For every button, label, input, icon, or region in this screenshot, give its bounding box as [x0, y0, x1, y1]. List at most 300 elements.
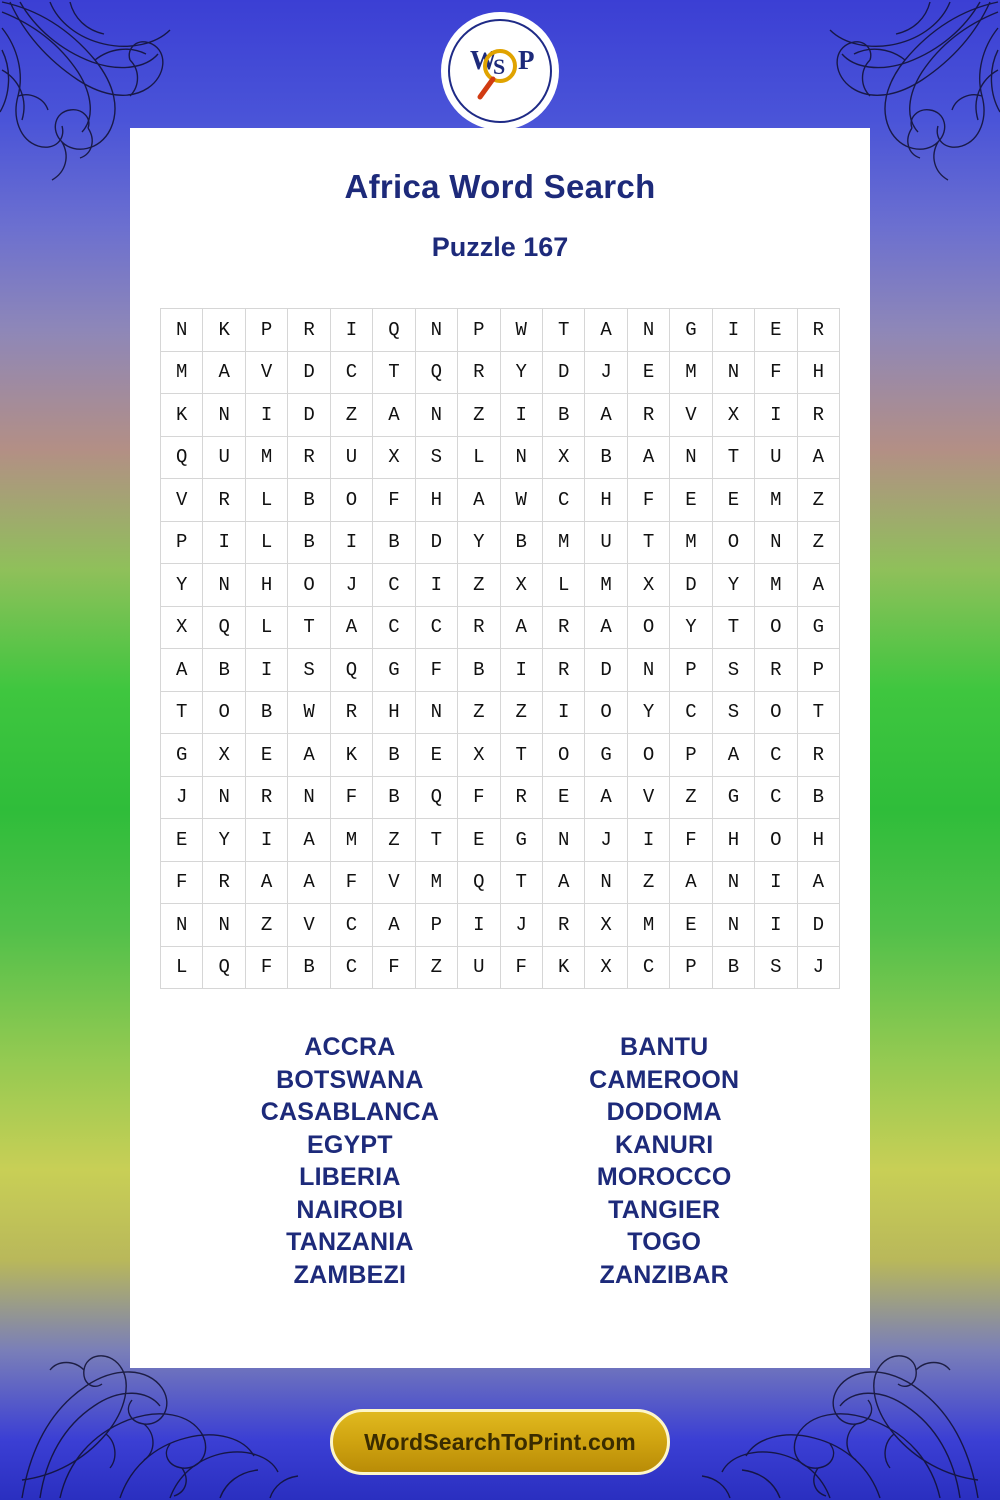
grid-cell[interactable]: R — [500, 776, 542, 819]
grid-cell[interactable]: L — [245, 479, 287, 522]
grid-cell[interactable]: B — [373, 776, 415, 819]
grid-cell[interactable]: A — [797, 436, 839, 479]
grid-cell[interactable]: G — [712, 776, 754, 819]
grid-cell[interactable]: R — [542, 606, 584, 649]
grid-cell[interactable]: O — [330, 479, 372, 522]
grid-cell[interactable]: H — [373, 691, 415, 734]
grid-cell[interactable]: P — [797, 649, 839, 692]
grid-cell[interactable]: G — [373, 649, 415, 692]
grid-cell[interactable]: I — [330, 521, 372, 564]
grid-cell[interactable]: J — [585, 351, 627, 394]
grid-cell[interactable]: F — [161, 861, 203, 904]
grid-cell[interactable]: Q — [415, 351, 457, 394]
grid-cell[interactable]: R — [245, 776, 287, 819]
grid-cell[interactable]: G — [670, 309, 712, 352]
grid-cell[interactable]: U — [585, 521, 627, 564]
puzzle-subtitle: Puzzle 167 — [431, 232, 569, 262]
grid-row — [161, 436, 840, 479]
grid-cell[interactable]: H — [712, 819, 754, 862]
grid-cell[interactable]: C — [415, 606, 457, 649]
grid-cell[interactable]: O — [755, 691, 797, 734]
grid-cell[interactable]: T — [161, 691, 203, 734]
logo-ring — [448, 19, 552, 123]
grid-cell[interactable]: N — [712, 904, 754, 947]
page-title: Africa Word Search — [344, 168, 656, 205]
grid-cell[interactable]: B — [458, 649, 500, 692]
grid-cell[interactable]: Z — [245, 904, 287, 947]
grid-cell[interactable]: J — [797, 946, 839, 989]
grid-cell[interactable]: C — [670, 691, 712, 734]
word-list-item: DODOMA — [606, 1098, 722, 1126]
word-list-item: EGYPT — [307, 1130, 393, 1159]
grid-cell[interactable]: P — [245, 309, 287, 352]
grid-cell[interactable]: A — [627, 436, 669, 479]
grid-row — [161, 734, 840, 777]
grid-row — [161, 819, 840, 862]
word-list-item: BOTSWANA — [276, 1065, 424, 1094]
grid-cell[interactable]: L — [161, 946, 203, 989]
grid-cell[interactable]: A — [542, 861, 584, 904]
grid-cell[interactable]: A — [585, 309, 627, 352]
grid-cell[interactable]: R — [203, 479, 245, 522]
grid-cell[interactable]: Y — [161, 564, 203, 607]
site-logo — [441, 12, 559, 130]
grid-cell[interactable]: U — [330, 436, 372, 479]
grid-cell[interactable]: A — [585, 394, 627, 437]
grid-cell[interactable]: N — [585, 861, 627, 904]
grid-cell[interactable]: N — [500, 436, 542, 479]
grid-cell[interactable]: V — [373, 861, 415, 904]
grid-cell[interactable]: E — [542, 776, 584, 819]
word-list-item: CASABLANCA — [260, 1098, 440, 1126]
grid-cell[interactable]: T — [542, 309, 584, 352]
grid-cell[interactable]: S — [288, 649, 330, 692]
grid-cell[interactable]: A — [203, 351, 245, 394]
grid-cell[interactable]: E — [627, 351, 669, 394]
grid-cell[interactable]: E — [415, 734, 457, 777]
grid-cell[interactable]: N — [161, 309, 203, 352]
grid-cell[interactable]: G — [797, 606, 839, 649]
grid-cell[interactable]: Z — [670, 776, 712, 819]
grid-cell[interactable]: M — [415, 861, 457, 904]
grid-cell[interactable]: O — [288, 564, 330, 607]
grid-cell[interactable]: O — [585, 691, 627, 734]
grid-cell[interactable]: F — [755, 351, 797, 394]
grid-row — [161, 309, 840, 352]
grid-cell[interactable]: N — [542, 819, 584, 862]
grid-cell[interactable]: F — [373, 946, 415, 989]
grid-cell[interactable]: K — [203, 309, 245, 352]
grid-cell[interactable]: I — [542, 691, 584, 734]
grid-cell[interactable]: Q — [415, 776, 457, 819]
grid-cell[interactable]: E — [245, 734, 287, 777]
grid-cell[interactable]: T — [797, 691, 839, 734]
grid-cell[interactable]: L — [245, 606, 287, 649]
word-list-item: CAMEROON — [589, 1065, 740, 1094]
grid-cell[interactable]: B — [712, 946, 754, 989]
grid-cell[interactable]: M — [755, 479, 797, 522]
grid-cell[interactable]: V — [161, 479, 203, 522]
grid-cell[interactable]: B — [203, 649, 245, 692]
grid-cell[interactable]: E — [458, 819, 500, 862]
grid-cell[interactable]: M — [585, 564, 627, 607]
grid-cell[interactable]: Z — [330, 394, 372, 437]
grid-cell[interactable]: X — [542, 436, 584, 479]
grid-cell[interactable]: Y — [203, 819, 245, 862]
grid-cell[interactable]: V — [670, 394, 712, 437]
grid-cell[interactable]: C — [330, 946, 372, 989]
grid-cell[interactable]: X — [161, 606, 203, 649]
grid-cell[interactable]: B — [288, 946, 330, 989]
grid-cell[interactable]: A — [585, 606, 627, 649]
grid-cell[interactable]: W — [500, 479, 542, 522]
grid-cell[interactable]: T — [288, 606, 330, 649]
grid-cell[interactable]: D — [670, 564, 712, 607]
grid-cell[interactable]: B — [797, 776, 839, 819]
grid-cell[interactable]: G — [161, 734, 203, 777]
grid-cell[interactable]: N — [670, 436, 712, 479]
grid-cell[interactable]: R — [330, 691, 372, 734]
grid-cell[interactable]: X — [458, 734, 500, 777]
grid-row — [161, 521, 840, 564]
grid-cell[interactable]: M — [542, 521, 584, 564]
grid-cell[interactable]: M — [670, 351, 712, 394]
grid-cell[interactable]: F — [458, 776, 500, 819]
grid-cell[interactable]: U — [203, 436, 245, 479]
grid-cell[interactable]: K — [542, 946, 584, 989]
grid-cell[interactable]: I — [500, 394, 542, 437]
grid-cell[interactable]: R — [458, 606, 500, 649]
grid-cell[interactable]: E — [712, 479, 754, 522]
grid-cell[interactable]: R — [797, 309, 839, 352]
grid-cell[interactable]: L — [245, 521, 287, 564]
puzzle-sheet — [130, 128, 870, 1368]
grid-cell[interactable]: Q — [458, 861, 500, 904]
grid-cell[interactable]: F — [670, 819, 712, 862]
grid-row — [161, 776, 840, 819]
grid-cell[interactable]: S — [712, 691, 754, 734]
grid-cell[interactable]: F — [245, 946, 287, 989]
grid-cell[interactable]: E — [755, 309, 797, 352]
grid-cell[interactable]: D — [415, 521, 457, 564]
grid-cell[interactable]: N — [712, 861, 754, 904]
grid-cell[interactable]: J — [500, 904, 542, 947]
grid-row — [161, 351, 840, 394]
grid-cell[interactable]: B — [500, 521, 542, 564]
grid-cell[interactable]: A — [373, 904, 415, 947]
grid-cell[interactable]: N — [415, 691, 457, 734]
grid-cell[interactable]: A — [458, 479, 500, 522]
grid-cell[interactable]: H — [797, 351, 839, 394]
grid-cell[interactable]: K — [161, 394, 203, 437]
grid-row — [161, 394, 840, 437]
grid-cell[interactable]: F — [330, 861, 372, 904]
grid-cell[interactable]: L — [542, 564, 584, 607]
grid-cell[interactable]: M — [755, 564, 797, 607]
grid-cell[interactable]: Q — [373, 309, 415, 352]
grid-cell[interactable]: N — [712, 351, 754, 394]
grid-cell[interactable]: H — [245, 564, 287, 607]
grid-cell[interactable]: I — [627, 819, 669, 862]
grid-cell[interactable]: N — [627, 309, 669, 352]
grid-cell[interactable]: B — [373, 521, 415, 564]
logo-letter-s: S — [493, 54, 506, 79]
grid-cell[interactable]: H — [585, 479, 627, 522]
grid-cell[interactable]: R — [288, 436, 330, 479]
grid-cell[interactable]: O — [627, 606, 669, 649]
grid-cell[interactable]: A — [670, 861, 712, 904]
grid-cell[interactable]: Y — [670, 606, 712, 649]
grid-cell[interactable]: J — [585, 819, 627, 862]
grid-cell[interactable]: T — [712, 606, 754, 649]
grid-cell[interactable]: E — [670, 479, 712, 522]
logo-letter-p: P — [518, 45, 535, 75]
word-list-item: ZAMBEZI — [293, 1260, 407, 1289]
grid-cell[interactable]: X — [585, 946, 627, 989]
grid-cell[interactable]: D — [288, 351, 330, 394]
grid-cell[interactable]: Y — [500, 351, 542, 394]
grid-cell[interactable]: O — [755, 819, 797, 862]
grid-cell[interactable]: N — [288, 776, 330, 819]
grid-cell[interactable]: V — [627, 776, 669, 819]
grid-cell[interactable]: I — [458, 904, 500, 947]
grid-cell[interactable]: A — [288, 861, 330, 904]
grid-cell[interactable]: H — [797, 819, 839, 862]
grid-cell[interactable]: C — [755, 734, 797, 777]
grid-cell[interactable]: O — [542, 734, 584, 777]
grid-cell[interactable]: Z — [415, 946, 457, 989]
grid-cell[interactable]: A — [288, 819, 330, 862]
grid-cell[interactable]: Q — [161, 436, 203, 479]
word-list-item: TANGIER — [608, 1195, 721, 1224]
grid-cell[interactable]: A — [373, 394, 415, 437]
grid-cell[interactable]: P — [670, 734, 712, 777]
grid-cell[interactable]: Z — [458, 564, 500, 607]
grid-cell[interactable]: X — [203, 734, 245, 777]
grid-cell[interactable]: T — [373, 351, 415, 394]
grid-cell[interactable]: V — [288, 904, 330, 947]
grid-cell[interactable]: F — [373, 479, 415, 522]
grid-cell[interactable]: R — [458, 351, 500, 394]
grid-cell[interactable]: T — [500, 734, 542, 777]
grid-cell[interactable]: E — [161, 819, 203, 862]
grid-cell[interactable]: Q — [203, 946, 245, 989]
grid-cell[interactable]: S — [712, 649, 754, 692]
grid-cell[interactable]: A — [797, 564, 839, 607]
grid-cell[interactable]: C — [755, 776, 797, 819]
grid-cell[interactable]: A — [288, 734, 330, 777]
grid-cell[interactable]: N — [415, 394, 457, 437]
grid-cell[interactable]: I — [755, 861, 797, 904]
grid-cell[interactable]: J — [330, 564, 372, 607]
grid-cell[interactable]: R — [755, 649, 797, 692]
word-list-item: KANURI — [614, 1130, 714, 1159]
grid-cell[interactable]: T — [627, 521, 669, 564]
grid-cell[interactable]: I — [415, 564, 457, 607]
grid-row — [161, 564, 840, 607]
grid-cell[interactable]: I — [712, 309, 754, 352]
grid-cell[interactable]: C — [627, 946, 669, 989]
grid-cell[interactable]: A — [161, 649, 203, 692]
grid-cell[interactable]: S — [755, 946, 797, 989]
grid-cell[interactable]: A — [585, 776, 627, 819]
grid-cell[interactable]: Z — [797, 479, 839, 522]
grid-cell[interactable]: C — [330, 904, 372, 947]
grid-cell[interactable]: C — [330, 351, 372, 394]
grid-cell[interactable]: F — [415, 649, 457, 692]
grid-cell[interactable]: V — [245, 351, 287, 394]
grid-cell[interactable]: O — [627, 734, 669, 777]
grid-cell[interactable]: W — [288, 691, 330, 734]
grid-cell[interactable]: X — [585, 904, 627, 947]
grid-cell[interactable]: Y — [712, 564, 754, 607]
grid-cell[interactable]: I — [203, 521, 245, 564]
word-list-item: TANZANIA — [286, 1228, 414, 1256]
grid-cell[interactable]: I — [245, 649, 287, 692]
grid-cell[interactable]: D — [585, 649, 627, 692]
grid-cell[interactable]: F — [627, 479, 669, 522]
grid-cell[interactable]: R — [797, 734, 839, 777]
word-list-item: ZANZIBAR — [599, 1260, 729, 1289]
grid-cell[interactable]: U — [458, 946, 500, 989]
grid-cell[interactable]: M — [245, 436, 287, 479]
grid-cell[interactable]: T — [500, 861, 542, 904]
grid-cell[interactable]: D — [288, 394, 330, 437]
word-list-right-column — [589, 1031, 739, 1291]
grid-cell[interactable]: T — [415, 819, 457, 862]
word-list-item: MOROCCO — [596, 1163, 732, 1191]
grid-cell[interactable]: I — [500, 649, 542, 692]
grid-cell[interactable]: A — [245, 861, 287, 904]
grid-cell[interactable]: Q — [203, 606, 245, 649]
grid-cell[interactable]: X — [627, 564, 669, 607]
grid-cell[interactable]: C — [542, 479, 584, 522]
grid-cell[interactable]: I — [245, 394, 287, 437]
grid-cell[interactable]: N — [203, 564, 245, 607]
grid-cell[interactable]: U — [755, 436, 797, 479]
grid-cell[interactable]: M — [670, 521, 712, 564]
grid-cell[interactable]: N — [203, 776, 245, 819]
grid-cell[interactable]: S — [415, 436, 457, 479]
logo-letter-w: W — [470, 45, 497, 75]
grid-row — [161, 649, 840, 692]
word-search-grid[interactable] — [160, 308, 840, 989]
grid-cell[interactable]: A — [712, 734, 754, 777]
grid-cell[interactable]: I — [330, 309, 372, 352]
word-list-item: NAIROBI — [296, 1195, 404, 1224]
grid-cell[interactable]: F — [330, 776, 372, 819]
grid-cell[interactable]: R — [203, 861, 245, 904]
grid-cell[interactable]: B — [542, 394, 584, 437]
grid-cell[interactable]: X — [712, 394, 754, 437]
grid-cell[interactable]: H — [415, 479, 457, 522]
website-badge[interactable] — [330, 1409, 670, 1475]
grid-cell[interactable]: A — [500, 606, 542, 649]
grid-cell[interactable]: F — [500, 946, 542, 989]
grid-cell[interactable]: Z — [458, 394, 500, 437]
grid-cell[interactable]: R — [288, 309, 330, 352]
grid-cell[interactable]: Z — [500, 691, 542, 734]
grid-cell[interactable]: X — [373, 436, 415, 479]
grid-cell[interactable]: B — [288, 521, 330, 564]
grid-cell[interactable]: J — [161, 776, 203, 819]
grid-cell[interactable]: T — [712, 436, 754, 479]
grid-cell[interactable]: E — [670, 904, 712, 947]
grid-cell[interactable]: X — [500, 564, 542, 607]
grid-cell[interactable]: N — [755, 521, 797, 564]
grid-cell[interactable]: B — [245, 691, 287, 734]
grid-cell[interactable]: P — [458, 309, 500, 352]
grid-row — [161, 606, 840, 649]
grid-row — [161, 861, 840, 904]
word-list-item: LIBERIA — [299, 1163, 401, 1191]
grid-cell[interactable]: O — [203, 691, 245, 734]
grid-cell[interactable]: Z — [627, 861, 669, 904]
grid-cell[interactable]: Q — [330, 649, 372, 692]
word-list-item: BANTU — [619, 1033, 709, 1061]
grid-cell[interactable]: D — [542, 351, 584, 394]
grid-cell[interactable]: O — [712, 521, 754, 564]
grid-cell[interactable]: I — [755, 394, 797, 437]
grid-cell[interactable]: A — [330, 606, 372, 649]
grid-cell[interactable]: N — [203, 904, 245, 947]
grid-cell[interactable]: B — [585, 436, 627, 479]
grid-cell[interactable]: Z — [373, 819, 415, 862]
grid-cell[interactable]: Z — [458, 691, 500, 734]
grid-cell[interactable]: N — [627, 649, 669, 692]
grid-cell[interactable]: Y — [458, 521, 500, 564]
grid-cell[interactable]: R — [542, 649, 584, 692]
word-list — [130, 1031, 870, 1291]
grid-row — [161, 479, 840, 522]
grid-cell[interactable]: O — [755, 606, 797, 649]
word-list-left-column — [261, 1031, 439, 1291]
grid-cell[interactable]: Y — [627, 691, 669, 734]
grid-cell[interactable]: B — [373, 734, 415, 777]
grid-cell[interactable]: N — [161, 904, 203, 947]
grid-cell[interactable]: R — [627, 394, 669, 437]
grid-cell[interactable]: Z — [797, 521, 839, 564]
grid-cell[interactable]: I — [245, 819, 287, 862]
grid-cell[interactable]: N — [415, 309, 457, 352]
grid-cell[interactable]: G — [585, 734, 627, 777]
letter-grid[interactable] — [160, 308, 840, 989]
grid-cell[interactable]: P — [670, 946, 712, 989]
grid-row — [161, 904, 840, 947]
grid-cell[interactable]: D — [797, 904, 839, 947]
grid-cell[interactable]: M — [330, 819, 372, 862]
grid-cell[interactable]: I — [755, 904, 797, 947]
grid-cell[interactable]: G — [500, 819, 542, 862]
word-list-item: TOGO — [627, 1228, 702, 1256]
grid-cell[interactable]: L — [458, 436, 500, 479]
grid-cell[interactable]: R — [542, 904, 584, 947]
grid-cell[interactable]: C — [373, 606, 415, 649]
grid-cell[interactable]: P — [415, 904, 457, 947]
grid-cell[interactable]: C — [373, 564, 415, 607]
grid-cell[interactable]: N — [203, 394, 245, 437]
grid-cell[interactable]: M — [161, 351, 203, 394]
grid-cell[interactable]: K — [330, 734, 372, 777]
grid-cell[interactable]: R — [797, 394, 839, 437]
grid-cell[interactable]: A — [797, 861, 839, 904]
grid-cell[interactable]: P — [161, 521, 203, 564]
grid-cell[interactable]: P — [670, 649, 712, 692]
grid-cell[interactable]: B — [288, 479, 330, 522]
grid-cell[interactable]: W — [500, 309, 542, 352]
grid-cell[interactable]: M — [627, 904, 669, 947]
grid-row — [161, 691, 840, 734]
